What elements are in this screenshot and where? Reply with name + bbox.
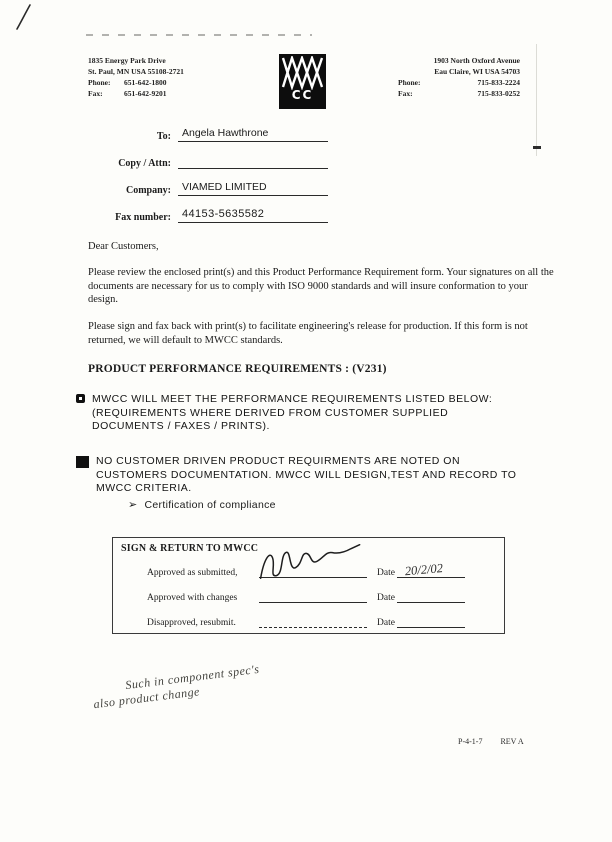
fax-row <box>398 88 520 99</box>
fax-row <box>88 88 220 99</box>
phone-row <box>88 77 220 88</box>
signature-line <box>259 565 367 578</box>
copy-attn-value <box>178 154 328 169</box>
sign-row-approved-changes <box>147 590 465 603</box>
field-fax-number <box>88 208 328 223</box>
requirement-option-1-text: MWCC WILL MEET THE PERFORMANCE REQUIREMENTS LISTED BELOW: (REQUIREMENTS WHERE DERIVED FROM CUSTOMER SUPPLIED DOCUMENTS / FAXES / PRINTS). <box>92 393 493 432</box>
checkbox-checked-icon <box>76 456 89 468</box>
address-line: St. Paul, MN USA 55108-2721 <box>88 67 184 76</box>
handwritten-note-line: also product change <box>92 684 201 712</box>
field-copy-attn <box>88 154 328 169</box>
mwcc-logo <box>279 54 326 109</box>
handwritten-note <box>91 662 262 712</box>
signature-line <box>259 615 367 628</box>
date-label: Date <box>377 618 395 628</box>
fax-number-label: Fax number: <box>115 212 171 223</box>
fax-value: 715-833-0252 <box>477 89 520 98</box>
phone-label: Phone: <box>88 78 111 87</box>
letter-paragraph-2: Please sign and fax back with print(s) to facilitate engineering's release for production. If this form is not returned, we will default to MWCC standards. <box>88 321 528 346</box>
requirement-option-2 <box>76 455 526 496</box>
copy-attn-label: Copy / Attn: <box>118 158 171 169</box>
signature-line <box>259 590 367 603</box>
handwritten-date: 20/2/02 <box>404 561 444 579</box>
handwritten-slash-mark <box>14 2 36 37</box>
date-label: Date <box>377 568 395 578</box>
address-block-eauclaire <box>398 55 520 99</box>
checkbox-unchecked-icon <box>76 394 85 403</box>
requirement-option-1 <box>76 393 522 434</box>
date-line <box>397 590 465 603</box>
sign-return-box <box>112 537 505 634</box>
faded-fax-header-line <box>86 34 312 36</box>
sign-row-approved-submitted <box>147 561 465 579</box>
fax-value: 651-642-9201 <box>124 89 167 98</box>
sign-row-disapproved <box>147 615 465 628</box>
scan-speck-artifact <box>533 146 541 149</box>
fax-label: Fax: <box>88 89 103 98</box>
phone-label: Phone: <box>398 78 421 87</box>
requirement-option-2-text: NO CUSTOMER DRIVEN PRODUCT REQUIRMENTS ARE NOTED ON CUSTOMERS DOCUMENTATION. MWCC WILL DESIGN,TEST AND RECORD TO MWCC CRITERIA. <box>96 455 517 494</box>
mwcc-logo-lattice <box>281 56 324 90</box>
sign-row-label: Disapproved, resubmit. <box>147 618 236 628</box>
date-label: Date <box>377 593 395 603</box>
certification-text: Certification of compliance <box>144 498 276 511</box>
to-value: Angela Hawthrone <box>178 127 328 142</box>
document-reference: P-4-1-7 <box>458 737 483 746</box>
fax-number-value: 44153-5635582 <box>178 208 328 223</box>
handwritten-note-line: Such in component spec's <box>124 661 261 693</box>
phone-value: 651-642-1800 <box>124 78 167 87</box>
arrow-bullet-icon: ➢ <box>128 499 138 511</box>
sign-row-label: Approved as submitted, <box>147 568 238 578</box>
address-line: Eau Claire, WI USA 54703 <box>434 67 520 76</box>
date-line <box>397 615 465 628</box>
signature-scrawl <box>254 537 367 582</box>
scan-crease-artifact <box>536 44 537 156</box>
salutation: Dear Customers, <box>88 241 159 252</box>
logo-cc-text: CC <box>291 88 314 102</box>
to-label: To: <box>156 131 171 142</box>
company-label: Company: <box>125 185 171 196</box>
sign-row-label: Approved with changes <box>147 593 238 603</box>
field-company <box>88 181 328 196</box>
document-footer <box>458 737 524 746</box>
certification-line <box>128 498 276 511</box>
fax-label: Fax: <box>398 89 413 98</box>
date-line <box>397 561 465 579</box>
letter-paragraph-1: Please review the enclosed print(s) and this Product Performance Requirement form. Your signatures on all the documents are necessary for us to comply with ISO 9000 standards and will insure conformation to your design. <box>88 267 554 305</box>
sign-box-title: SIGN & RETURN TO MWCC <box>121 543 259 554</box>
requirements-heading: PRODUCT PERFORMANCE REQUIREMENTS : (V231) <box>88 363 387 375</box>
phone-row <box>398 77 520 88</box>
phone-value: 715-833-2224 <box>477 78 520 87</box>
field-to <box>88 127 328 142</box>
address-block-stpaul <box>88 55 220 99</box>
revision-label: REV A <box>500 737 524 746</box>
company-value: VIAMED LIMITED <box>178 181 328 196</box>
address-line: 1835 Energy Park Drive <box>88 56 166 65</box>
address-line: 1903 North Oxford Avenue <box>433 56 520 65</box>
